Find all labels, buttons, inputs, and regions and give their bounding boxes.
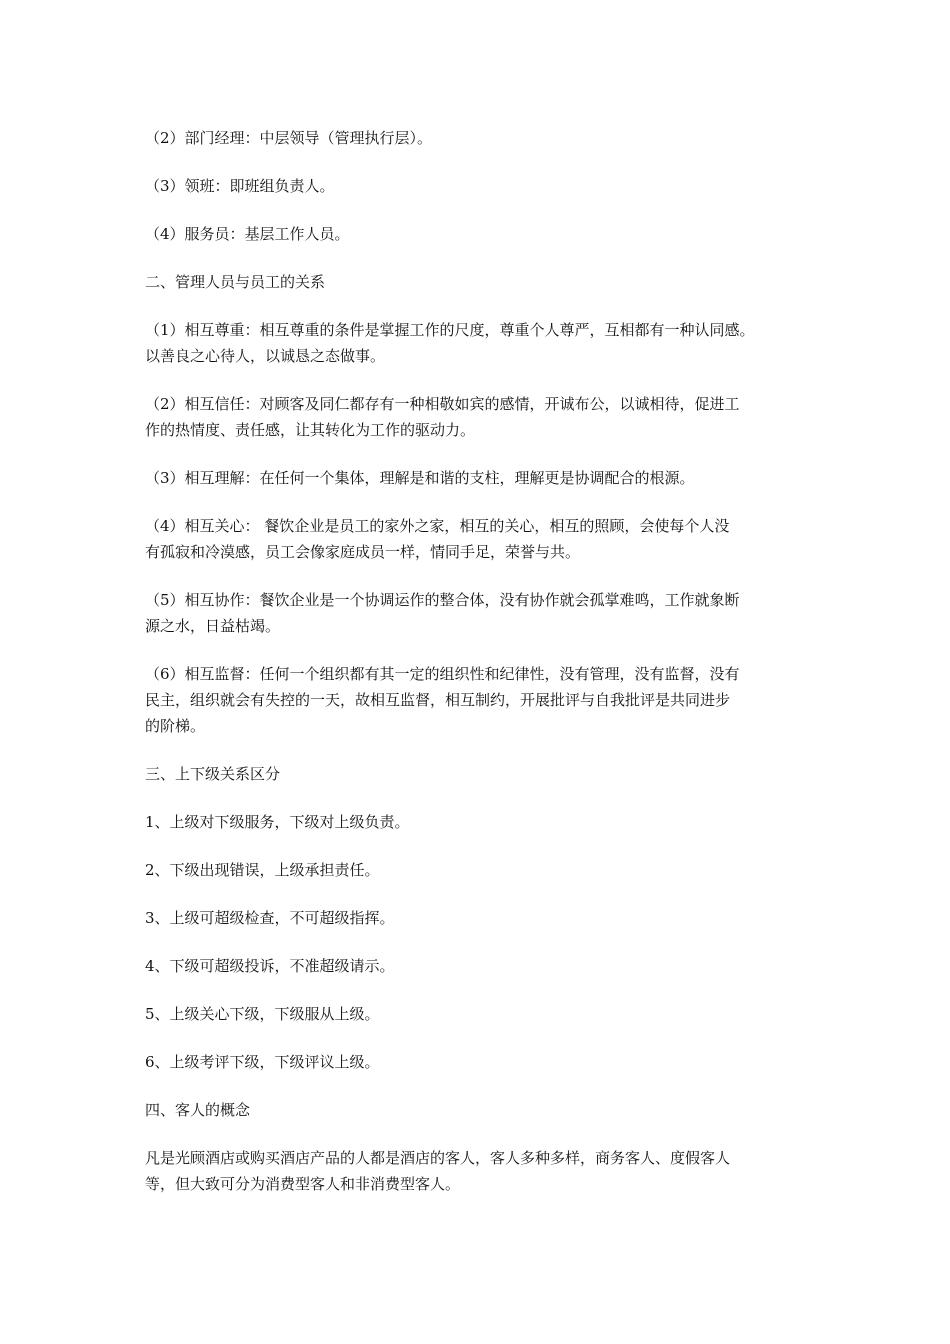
list-item-hierarchy-6 [145, 1049, 817, 1075]
text-line: 以善良之心待人，以诚恳之态做事。 [145, 347, 386, 365]
text-line: 3、上级可超级检查，不可超级指挥。 [145, 909, 395, 927]
paragraph-team-leader [145, 173, 817, 199]
document-body [145, 125, 817, 1219]
text-line: 1、上级对下级服务，下级对上级负责。 [145, 813, 410, 831]
text-line: （5）相互协作：餐饮企业是一个协调运作的整合体，没有协作就会孤掌难鸣，工作就象断 [145, 591, 740, 609]
paragraph-department-manager [145, 125, 817, 151]
text-line: 源之水，日益枯竭。 [145, 617, 281, 635]
section-heading-guest-concept [145, 1097, 817, 1123]
text-line: 民主，组织就会有失控的一天，故相互监督，相互制约，开展批评与自我批评是共同进步 [145, 691, 731, 709]
paragraph-mutual-trust [145, 391, 817, 443]
list-item-hierarchy-2 [145, 857, 817, 883]
text-line: 三、上下级关系区分 [145, 765, 281, 783]
text-line: 凡是光顾酒店或购买酒店产品的人都是酒店的客人，客人多种多样，商务客人、度假客人 [145, 1149, 731, 1167]
text-line: （1）相互尊重：相互尊重的条件是掌握工作的尺度，尊重个人尊严，互相都有一种认同感。 [145, 321, 755, 339]
text-line: （4）服务员：基层工作人员。 [145, 225, 350, 243]
text-line: 等，但大致可分为消费型客人和非消费型客人。 [145, 1175, 461, 1193]
text-line: （6）相互监督：任何一个组织都有其一定的组织性和纪律性，没有管理，没有监督，没有 [145, 665, 740, 683]
section-heading-hierarchy [145, 761, 817, 787]
paragraph-mutual-cooperation [145, 587, 817, 639]
text-line: 5、上级关心下级，下级服从上级。 [145, 1005, 380, 1023]
text-line: 的阶梯。 [145, 717, 206, 735]
text-line: （3）领班：即班组负责人。 [145, 177, 335, 195]
paragraph-mutual-respect [145, 317, 817, 369]
list-item-hierarchy-5 [145, 1001, 817, 1027]
text-line: （2）相互信任：对顾客及同仁都存有一种相敬如宾的感情，开诚布公，以诚相待，促进工 [145, 395, 740, 413]
text-line: 作的热情度、责任感，让其转化为工作的驱动力。 [145, 421, 476, 439]
text-line: 二、管理人员与员工的关系 [145, 273, 326, 291]
text-line: （2）部门经理：中层领导（管理执行层）。 [145, 129, 433, 147]
paragraph-waiter [145, 221, 817, 247]
paragraph-mutual-understanding [145, 465, 817, 491]
text-line: 6、上级考评下级，下级评议上级。 [145, 1053, 380, 1071]
text-line: （3）相互理解：在任何一个集体，理解是和谐的支柱，理解更是协调配合的根源。 [145, 469, 695, 487]
paragraph-mutual-supervision [145, 661, 817, 739]
text-line: 4、下级可超级投诉，不准超级请示。 [145, 957, 395, 975]
list-item-hierarchy-1 [145, 809, 817, 835]
text-line: 有孤寂和冷漠感，员工会像家庭成员一样，情同手足，荣誉与共。 [145, 543, 581, 561]
text-line: 四、客人的概念 [145, 1101, 251, 1119]
paragraph-mutual-care [145, 513, 817, 565]
list-item-hierarchy-4 [145, 953, 817, 979]
list-item-hierarchy-3 [145, 905, 817, 931]
paragraph-guest-definition [145, 1145, 817, 1197]
text-line: （4）相互关心： 餐饮企业是员工的家外之家，相互的关心，相互的照顾，会使每个人没 [145, 517, 730, 535]
text-line: 2、下级出现错误，上级承担责任。 [145, 861, 380, 879]
section-heading-relations [145, 269, 817, 295]
